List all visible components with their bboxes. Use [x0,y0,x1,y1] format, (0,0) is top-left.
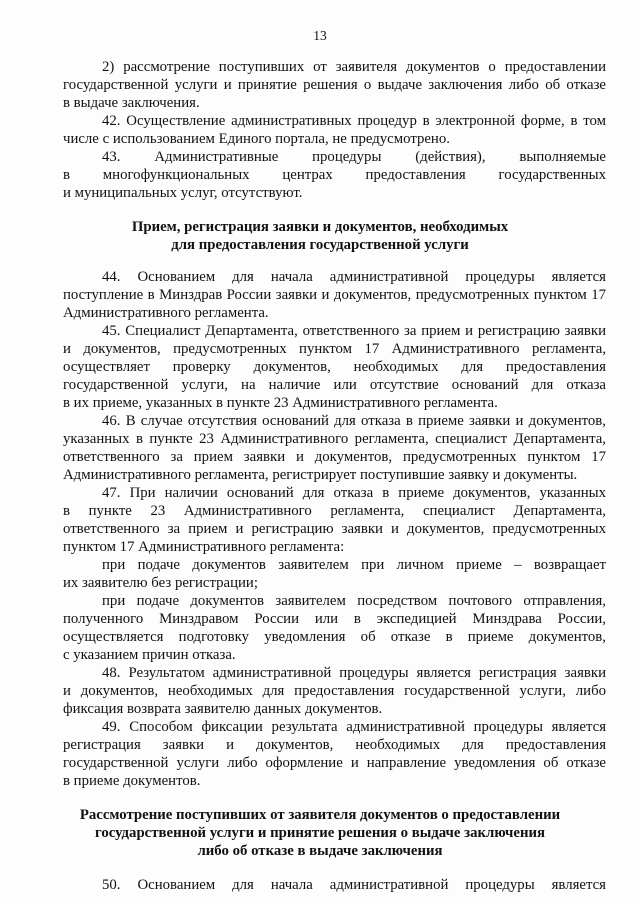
text-line: в пункте 23 Административного регламента, специалист Департамента, [63,503,606,519]
text-line: и документов, предусмотренных пунктом 17 Административного регламента, [63,341,606,357]
text-line: государственной услуги либо оформление и направление уведомления об отказе [63,755,606,771]
section-heading: для предоставления государственной услуги [171,237,469,253]
text-line: в выдаче заключения. [63,95,200,111]
text-line: 2) рассмотрение поступивших от заявителя документов о предоставлении [102,59,606,75]
section-heading: либо об отказе в выдаче заключения [197,843,443,859]
text-line: Административного регламента. [63,305,269,321]
text-line: ответственного за прием и регистрацию заявки и документов, предусмотренных [63,521,606,537]
text-line: 49. Способом фиксации результата административной процедуры является [102,719,606,735]
text-line: регистрация заявки и документов, необходимых для предоставления [63,737,606,753]
text-line: фиксация возврата заявителю данных документов. [63,701,383,717]
text-line: 48. Результатом административной процедуры является регистрация заявки [102,665,606,681]
text-line: при подаче документов заявителем при личном приеме – возвращает [102,557,606,573]
text-line: в многофункциональных центрах предоставления государственных [63,167,606,183]
text-line: в их приеме, указанных в пункте 23 Административного регламента. [63,395,498,411]
text-line: их заявителю без регистрации; [63,575,258,591]
text-line: указанных в пункте 23 Административного регламента, специалист Департамента, [63,431,606,447]
text-line: государственной услуги, на наличие или отсутствие оснований для отказа [63,377,606,393]
text-line: 43. Административные процедуры (действия), выполняемые [102,149,606,165]
section-heading: Рассмотрение поступивших от заявителя документов о предоставлении [79,807,561,823]
text-line: 42. Осуществление административных процедур в электронной форме, в том [102,113,606,129]
text-line: поступление в Минздрав России заявки и документов, предусмотренных пунктом 17 [63,287,606,303]
text-line: полученного Минздравом России или в экспедицией Минздрава России, [63,611,606,627]
text-line: и документов, необходимых для предоставления государственной услуги, либо [63,683,606,699]
text-line: 45. Специалист Департамента, ответственного за прием и регистрацию заявки [102,323,606,339]
text-line: пунктом 17 Административного регламента: [63,539,345,555]
section-heading: государственной услуги и принятие решения о выдаче заключения [94,825,546,841]
text-line: с указанием причин отказа. [63,647,236,663]
text-line: 50. Основанием для начала административной процедуры является [102,877,606,893]
text-line: 46. В случае отсутствия оснований для отказа в приеме заявки и документов, [102,413,606,429]
text-line: осуществляется подготовку уведомления об отказе в приеме документов, [63,629,606,645]
section-heading: Прием, регистрация заявки и документов, необходимых [131,219,509,235]
text-line: государственной услуги и принятие решения о выдаче заключения либо об отказе [63,77,606,93]
text-line: осуществляет проверку документов, необходимых для предоставления [63,359,606,375]
text-line: при подаче документов заявителем посредством почтового отправления, [102,593,606,609]
text-line: в приеме документов. [63,773,201,789]
text-line: и муниципальных услуг, отсутствуют. [63,185,303,201]
text-line: 47. При наличии оснований для отказа в приеме документов, указанных [102,485,606,501]
text-line: ответственного за прием заявки и документов, предусмотренных пунктом 17 [63,449,606,465]
text-line: Административного регламента, регистрирует поступившие заявку и документы. [63,467,578,483]
text-line: числе с использованием Единого портала, не предусмотрено. [63,131,450,147]
page-number: 13 [313,28,327,43]
text-line: 44. Основанием для начала административной процедуры является [102,269,606,285]
